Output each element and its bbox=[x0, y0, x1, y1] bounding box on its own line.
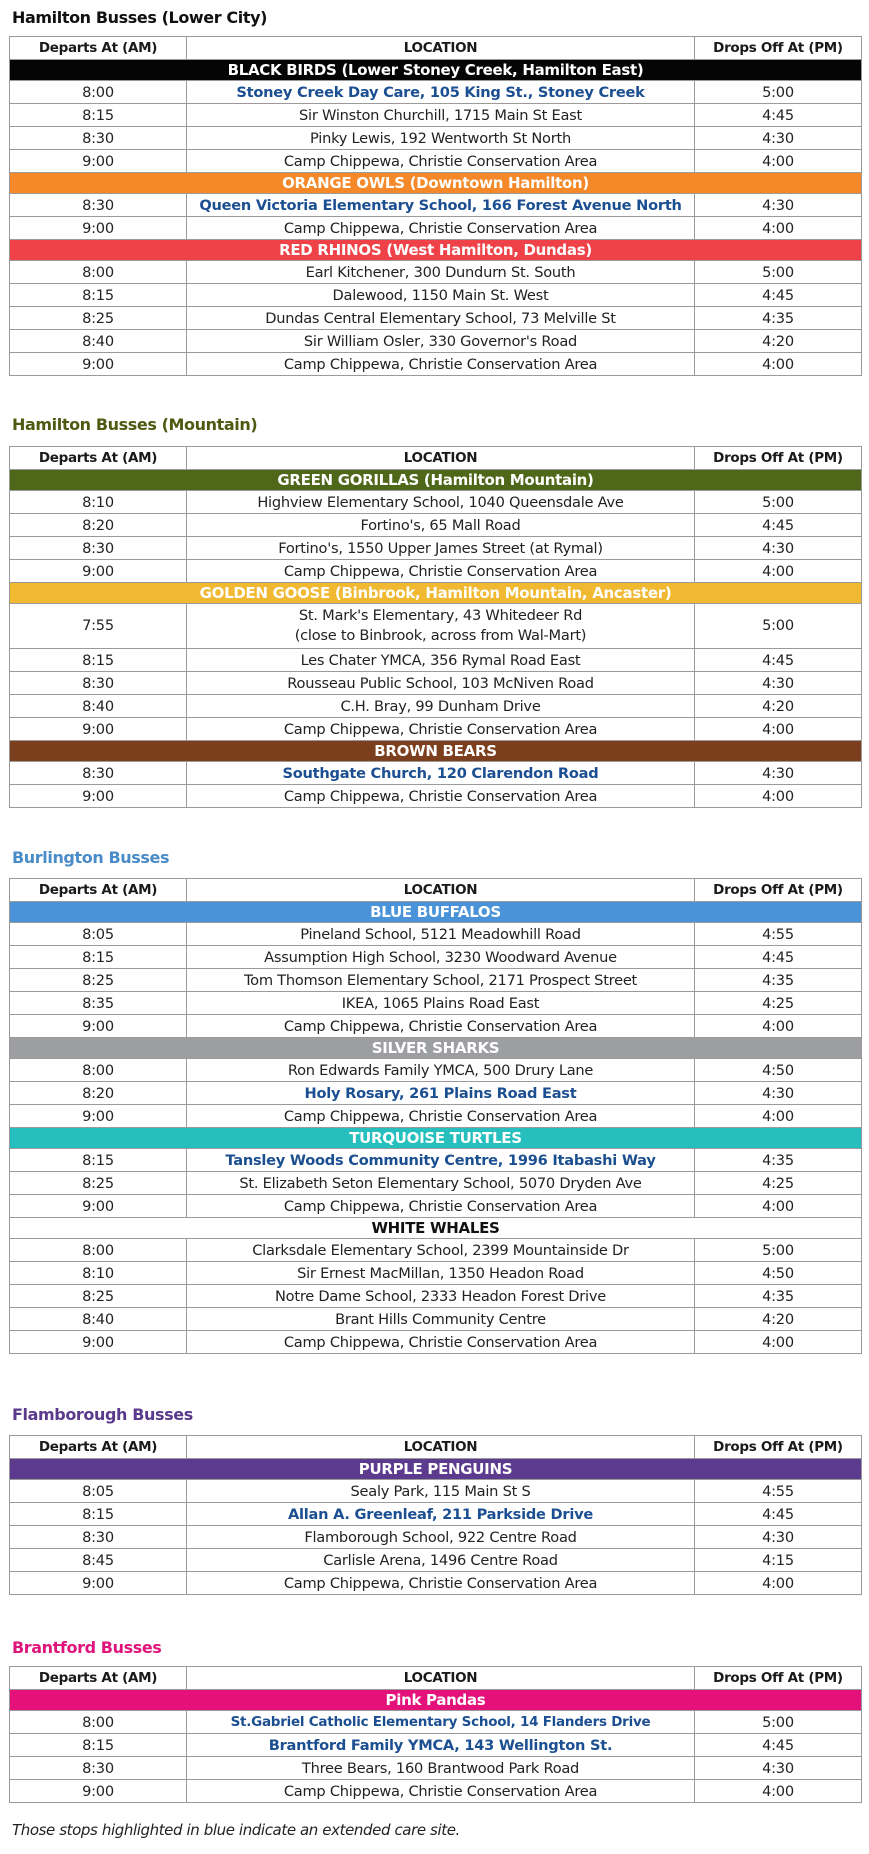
departure-time: 8:05 bbox=[10, 1480, 187, 1503]
stop-row bbox=[10, 104, 862, 127]
stop-location: Camp Chippewa, Christie Conservation Area bbox=[187, 1331, 695, 1354]
region-title: Flamborough Busses bbox=[12, 1405, 193, 1424]
departure-time: 8:30 bbox=[10, 127, 187, 150]
dropoff-time: 4:55 bbox=[695, 923, 862, 946]
stop-row bbox=[10, 695, 862, 718]
dropoff-time: 4:00 bbox=[695, 785, 862, 808]
departure-time: 8:15 bbox=[10, 284, 187, 307]
stop-location: Pinky Lewis, 192 Wentworth St North bbox=[187, 127, 695, 150]
stop-row bbox=[10, 1015, 862, 1038]
header-drops: Drops Off At (PM) bbox=[695, 37, 862, 60]
departure-time: 9:00 bbox=[10, 1331, 187, 1354]
header-location: LOCATION bbox=[187, 879, 695, 902]
stop-location: Allan A. Greenleaf, 211 Parkside Drive bbox=[187, 1503, 695, 1526]
dropoff-time: 4:30 bbox=[695, 1526, 862, 1549]
departure-time: 8:40 bbox=[10, 1308, 187, 1331]
dropoff-time: 4:45 bbox=[695, 946, 862, 969]
stop-location: Tansley Woods Community Centre, 1996 Itabashi Way bbox=[187, 1149, 695, 1172]
dropoff-time: 4:35 bbox=[695, 307, 862, 330]
departure-time: 8:20 bbox=[10, 1082, 187, 1105]
departure-time: 8:00 bbox=[10, 81, 187, 104]
route-name: BLACK BIRDS (Lower Stoney Creek, Hamilton East) bbox=[10, 60, 862, 81]
dropoff-time: 4:45 bbox=[695, 1734, 862, 1757]
header-departs: Departs At (AM) bbox=[10, 1436, 187, 1459]
stop-row bbox=[10, 1149, 862, 1172]
route-name: ORANGE OWLS (Downtown Hamilton) bbox=[10, 173, 862, 194]
departure-time: 9:00 bbox=[10, 1015, 187, 1038]
route-name: GREEN GORILLAS (Hamilton Mountain) bbox=[10, 470, 862, 491]
header-drops: Drops Off At (PM) bbox=[695, 879, 862, 902]
schedule-table bbox=[9, 36, 862, 376]
route-name: SILVER SHARKS bbox=[10, 1038, 862, 1059]
departure-time: 8:30 bbox=[10, 672, 187, 695]
header-departs: Departs At (AM) bbox=[10, 447, 187, 470]
route-name: PURPLE PENGUINS bbox=[10, 1459, 862, 1480]
stop-location: Tom Thomson Elementary School, 2171 Prospect Street bbox=[187, 969, 695, 992]
departure-time: 8:25 bbox=[10, 1172, 187, 1195]
header-departs: Departs At (AM) bbox=[10, 1667, 187, 1690]
stop-row bbox=[10, 718, 862, 741]
header-drops: Drops Off At (PM) bbox=[695, 447, 862, 470]
departure-time: 9:00 bbox=[10, 1572, 187, 1595]
header-location: LOCATION bbox=[187, 37, 695, 60]
dropoff-time: 5:00 bbox=[695, 491, 862, 514]
dropoff-time: 4:50 bbox=[695, 1262, 862, 1285]
route-header-row bbox=[10, 741, 862, 762]
stop-location: Highview Elementary School, 1040 Queensdale Ave bbox=[187, 491, 695, 514]
route-header-row bbox=[10, 173, 862, 194]
departure-time: 8:30 bbox=[10, 194, 187, 217]
stop-location: St. Elizabeth Seton Elementary School, 5070 Dryden Ave bbox=[187, 1172, 695, 1195]
departure-time: 9:00 bbox=[10, 785, 187, 808]
dropoff-time: 4:00 bbox=[695, 150, 862, 173]
departure-time: 8:30 bbox=[10, 762, 187, 785]
stop-row bbox=[10, 992, 862, 1015]
departure-time: 8:00 bbox=[10, 1059, 187, 1082]
stop-location: Camp Chippewa, Christie Conservation Area bbox=[187, 718, 695, 741]
departure-time: 8:00 bbox=[10, 261, 187, 284]
dropoff-time: 4:45 bbox=[695, 1503, 862, 1526]
stop-location: Stoney Creek Day Care, 105 King St., Stoney Creek bbox=[187, 81, 695, 104]
stop-row bbox=[10, 560, 862, 583]
stop-row bbox=[10, 969, 862, 992]
stop-row bbox=[10, 604, 862, 649]
departure-time: 9:00 bbox=[10, 560, 187, 583]
stop-row bbox=[10, 81, 862, 104]
stop-location: Brantford Family YMCA, 143 Wellington St. bbox=[187, 1734, 695, 1757]
dropoff-time: 4:15 bbox=[695, 1549, 862, 1572]
departure-time: 8:30 bbox=[10, 1757, 187, 1780]
departure-time: 9:00 bbox=[10, 1195, 187, 1218]
dropoff-time: 4:30 bbox=[695, 1082, 862, 1105]
departure-time: 8:00 bbox=[10, 1239, 187, 1262]
dropoff-time: 4:20 bbox=[695, 330, 862, 353]
route-name: BROWN BEARS bbox=[10, 741, 862, 762]
stop-row bbox=[10, 785, 862, 808]
stop-row bbox=[10, 1239, 862, 1262]
route-header-row bbox=[10, 1459, 862, 1480]
dropoff-time: 5:00 bbox=[695, 1239, 862, 1262]
departure-time: 7:55 bbox=[10, 604, 187, 649]
route-header-row bbox=[10, 60, 862, 81]
dropoff-time: 4:00 bbox=[695, 217, 862, 240]
stop-location: Camp Chippewa, Christie Conservation Area bbox=[187, 353, 695, 376]
stop-location: Sir Winston Churchill, 1715 Main St East bbox=[187, 104, 695, 127]
departure-time: 8:25 bbox=[10, 969, 187, 992]
dropoff-time: 4:00 bbox=[695, 1572, 862, 1595]
dropoff-time: 4:25 bbox=[695, 1172, 862, 1195]
stop-row bbox=[10, 261, 862, 284]
dropoff-time: 4:30 bbox=[695, 672, 862, 695]
dropoff-time: 4:45 bbox=[695, 514, 862, 537]
route-header-row bbox=[10, 470, 862, 491]
schedule-table bbox=[9, 446, 862, 808]
header-row bbox=[10, 1667, 862, 1690]
footnote: Those stops highlighted in blue indicate an extended care site. bbox=[12, 1821, 460, 1839]
stop-row bbox=[10, 194, 862, 217]
stop-location: Camp Chippewa, Christie Conservation Area bbox=[187, 1015, 695, 1038]
dropoff-time: 5:00 bbox=[695, 261, 862, 284]
stop-location: Pineland School, 5121 Meadowhill Road bbox=[187, 923, 695, 946]
dropoff-time: 4:20 bbox=[695, 695, 862, 718]
stop-location: Sir Ernest MacMillan, 1350 Headon Road bbox=[187, 1262, 695, 1285]
stop-location: Carlisle Arena, 1496 Centre Road bbox=[187, 1549, 695, 1572]
dropoff-time: 4:30 bbox=[695, 762, 862, 785]
dropoff-time: 4:30 bbox=[695, 127, 862, 150]
header-row bbox=[10, 879, 862, 902]
stop-row bbox=[10, 491, 862, 514]
dropoff-time: 4:30 bbox=[695, 537, 862, 560]
header-row bbox=[10, 37, 862, 60]
dropoff-time: 4:00 bbox=[695, 1015, 862, 1038]
departure-time: 8:40 bbox=[10, 330, 187, 353]
stop-location: Ron Edwards Family YMCA, 500 Drury Lane bbox=[187, 1059, 695, 1082]
stop-location: Holy Rosary, 261 Plains Road East bbox=[187, 1082, 695, 1105]
dropoff-time: 4:55 bbox=[695, 1480, 862, 1503]
stop-location: Fortino's, 65 Mall Road bbox=[187, 514, 695, 537]
stop-location: Notre Dame School, 2333 Headon Forest Drive bbox=[187, 1285, 695, 1308]
stop-row bbox=[10, 353, 862, 376]
stop-location: IKEA, 1065 Plains Road East bbox=[187, 992, 695, 1015]
route-name: GOLDEN GOOSE (Binbrook, Hamilton Mountain, Ancaster) bbox=[10, 583, 862, 604]
route-name: TURQUOISE TURTLES bbox=[10, 1128, 862, 1149]
dropoff-time: 4:45 bbox=[695, 649, 862, 672]
departure-time: 8:15 bbox=[10, 1734, 187, 1757]
departure-time: 8:15 bbox=[10, 1503, 187, 1526]
stop-location: Sir William Osler, 330 Governor's Road bbox=[187, 330, 695, 353]
stop-row bbox=[10, 672, 862, 695]
stop-location: Three Bears, 160 Brantwood Park Road bbox=[187, 1757, 695, 1780]
dropoff-time: 4:30 bbox=[695, 1757, 862, 1780]
route-header-row bbox=[10, 1690, 862, 1711]
dropoff-time: 4:35 bbox=[695, 1285, 862, 1308]
stop-location: Assumption High School, 3230 Woodward Avenue bbox=[187, 946, 695, 969]
stop-row bbox=[10, 307, 862, 330]
stop-row bbox=[10, 1262, 862, 1285]
stop-row bbox=[10, 1172, 862, 1195]
departure-time: 9:00 bbox=[10, 1780, 187, 1803]
departure-time: 8:00 bbox=[10, 1711, 187, 1734]
departure-time: 8:15 bbox=[10, 104, 187, 127]
stop-location: Brant Hills Community Centre bbox=[187, 1308, 695, 1331]
stop-location: Dundas Central Elementary School, 73 Melville St bbox=[187, 307, 695, 330]
header-row bbox=[10, 1436, 862, 1459]
region-title: Brantford Busses bbox=[12, 1638, 162, 1657]
stop-row bbox=[10, 1572, 862, 1595]
region-title: Hamilton Busses (Lower City) bbox=[12, 8, 268, 27]
stop-row bbox=[10, 1757, 862, 1780]
dropoff-time: 4:45 bbox=[695, 284, 862, 307]
stop-row bbox=[10, 537, 862, 560]
stop-location: Les Chater YMCA, 356 Rymal Road East bbox=[187, 649, 695, 672]
route-header-row bbox=[10, 1128, 862, 1149]
schedule-table bbox=[9, 1666, 862, 1803]
stop-location: Sealy Park, 115 Main St S bbox=[187, 1480, 695, 1503]
stop-location: Flamborough School, 922 Centre Road bbox=[187, 1526, 695, 1549]
route-header-row bbox=[10, 1218, 862, 1239]
route-name: Pink Pandas bbox=[10, 1690, 862, 1711]
dropoff-time: 5:00 bbox=[695, 1711, 862, 1734]
stop-row bbox=[10, 1105, 862, 1128]
header-drops: Drops Off At (PM) bbox=[695, 1436, 862, 1459]
stop-location-line: St. Mark's Elementary, 43 Whitedeer Rd bbox=[298, 607, 583, 624]
header-row bbox=[10, 447, 862, 470]
dropoff-time: 4:00 bbox=[695, 353, 862, 376]
header-departs: Departs At (AM) bbox=[10, 37, 187, 60]
stop-location: Dalewood, 1150 Main St. West bbox=[187, 284, 695, 307]
departure-time: 8:25 bbox=[10, 307, 187, 330]
dropoff-time: 4:00 bbox=[695, 718, 862, 741]
header-drops: Drops Off At (PM) bbox=[695, 1667, 862, 1690]
departure-time: 9:00 bbox=[10, 217, 187, 240]
region-title: Hamilton Busses (Mountain) bbox=[12, 415, 258, 434]
stop-location: Camp Chippewa, Christie Conservation Area bbox=[187, 1780, 695, 1803]
departure-time: 8:20 bbox=[10, 514, 187, 537]
stop-row bbox=[10, 217, 862, 240]
route-name: RED RHINOS (West Hamilton, Dundas) bbox=[10, 240, 862, 261]
stop-location: Queen Victoria Elementary School, 166 Forest Avenue North bbox=[187, 194, 695, 217]
stop-row bbox=[10, 1195, 862, 1218]
route-name: WHITE WHALES bbox=[10, 1218, 862, 1239]
stop-row bbox=[10, 1780, 862, 1803]
departure-time: 8:05 bbox=[10, 923, 187, 946]
stop-location: Camp Chippewa, Christie Conservation Area bbox=[187, 1572, 695, 1595]
stop-row bbox=[10, 1503, 862, 1526]
dropoff-time: 4:00 bbox=[695, 1105, 862, 1128]
stop-location: Camp Chippewa, Christie Conservation Area bbox=[187, 150, 695, 173]
departure-time: 9:00 bbox=[10, 718, 187, 741]
departure-time: 8:15 bbox=[10, 1149, 187, 1172]
departure-time: 8:40 bbox=[10, 695, 187, 718]
stop-row bbox=[10, 330, 862, 353]
dropoff-time: 4:45 bbox=[695, 104, 862, 127]
region-title: Burlington Busses bbox=[12, 848, 170, 867]
stop-row bbox=[10, 946, 862, 969]
stop-location: Camp Chippewa, Christie Conservation Area bbox=[187, 1195, 695, 1218]
departure-time: 8:25 bbox=[10, 1285, 187, 1308]
dropoff-time: 4:00 bbox=[695, 1195, 862, 1218]
departure-time: 8:45 bbox=[10, 1549, 187, 1572]
stop-location: Southgate Church, 120 Clarendon Road bbox=[187, 762, 695, 785]
departure-time: 8:30 bbox=[10, 537, 187, 560]
dropoff-time: 4:00 bbox=[695, 1331, 862, 1354]
stop-location: Camp Chippewa, Christie Conservation Area bbox=[187, 217, 695, 240]
stop-row bbox=[10, 1082, 862, 1105]
stop-row bbox=[10, 1059, 862, 1082]
departure-time: 9:00 bbox=[10, 353, 187, 376]
dropoff-time: 4:35 bbox=[695, 969, 862, 992]
stop-location: Camp Chippewa, Christie Conservation Area bbox=[187, 785, 695, 808]
dropoff-time: 4:00 bbox=[695, 1780, 862, 1803]
departure-time: 8:15 bbox=[10, 649, 187, 672]
header-departs: Departs At (AM) bbox=[10, 879, 187, 902]
dropoff-time: 5:00 bbox=[695, 81, 862, 104]
stop-row bbox=[10, 127, 862, 150]
departure-time: 8:10 bbox=[10, 1262, 187, 1285]
stop-row bbox=[10, 649, 862, 672]
departure-time: 9:00 bbox=[10, 150, 187, 173]
dropoff-time: 4:00 bbox=[695, 560, 862, 583]
departure-time: 8:30 bbox=[10, 1526, 187, 1549]
dropoff-time: 4:35 bbox=[695, 1149, 862, 1172]
route-header-row bbox=[10, 583, 862, 604]
stop-row bbox=[10, 762, 862, 785]
stop-row bbox=[10, 514, 862, 537]
stop-row bbox=[10, 284, 862, 307]
departure-time: 8:35 bbox=[10, 992, 187, 1015]
stop-row bbox=[10, 1285, 862, 1308]
header-location: LOCATION bbox=[187, 1667, 695, 1690]
stop-row bbox=[10, 1331, 862, 1354]
route-header-row bbox=[10, 902, 862, 923]
stop-location: Clarksdale Elementary School, 2399 Mountainside Dr bbox=[187, 1239, 695, 1262]
stop-location: Camp Chippewa, Christie Conservation Area bbox=[187, 1105, 695, 1128]
stop-row bbox=[10, 1549, 862, 1572]
stop-location: Fortino's, 1550 Upper James Street (at Rymal) bbox=[187, 537, 695, 560]
dropoff-time: 4:20 bbox=[695, 1308, 862, 1331]
stop-row bbox=[10, 1711, 862, 1734]
stop-location: Camp Chippewa, Christie Conservation Area bbox=[187, 560, 695, 583]
dropoff-time: 5:00 bbox=[695, 604, 862, 649]
stop-location: Earl Kitchener, 300 Dundurn St. South bbox=[187, 261, 695, 284]
stop-row bbox=[10, 1526, 862, 1549]
stop-row bbox=[10, 1480, 862, 1503]
stop-location: Rousseau Public School, 103 McNiven Road bbox=[187, 672, 695, 695]
stop-row bbox=[10, 1308, 862, 1331]
departure-time: 8:10 bbox=[10, 491, 187, 514]
departure-time: 8:15 bbox=[10, 946, 187, 969]
departure-time: 9:00 bbox=[10, 1105, 187, 1128]
dropoff-time: 4:50 bbox=[695, 1059, 862, 1082]
stop-row bbox=[10, 150, 862, 173]
stop-location bbox=[187, 604, 695, 649]
route-header-row bbox=[10, 240, 862, 261]
schedule-table bbox=[9, 1435, 862, 1595]
dropoff-time: 4:25 bbox=[695, 992, 862, 1015]
header-location: LOCATION bbox=[187, 1436, 695, 1459]
header-location: LOCATION bbox=[187, 447, 695, 470]
stop-location: C.H. Bray, 99 Dunham Drive bbox=[187, 695, 695, 718]
stop-location-note: (close to Binbrook, across from Wal-Mart) bbox=[294, 627, 587, 644]
stop-row bbox=[10, 1734, 862, 1757]
schedule-table bbox=[9, 878, 862, 1354]
dropoff-time: 4:30 bbox=[695, 194, 862, 217]
route-name: BLUE BUFFALOS bbox=[10, 902, 862, 923]
stop-row bbox=[10, 923, 862, 946]
stop-location: St.Gabriel Catholic Elementary School, 14 Flanders Drive bbox=[187, 1711, 695, 1734]
route-header-row bbox=[10, 1038, 862, 1059]
